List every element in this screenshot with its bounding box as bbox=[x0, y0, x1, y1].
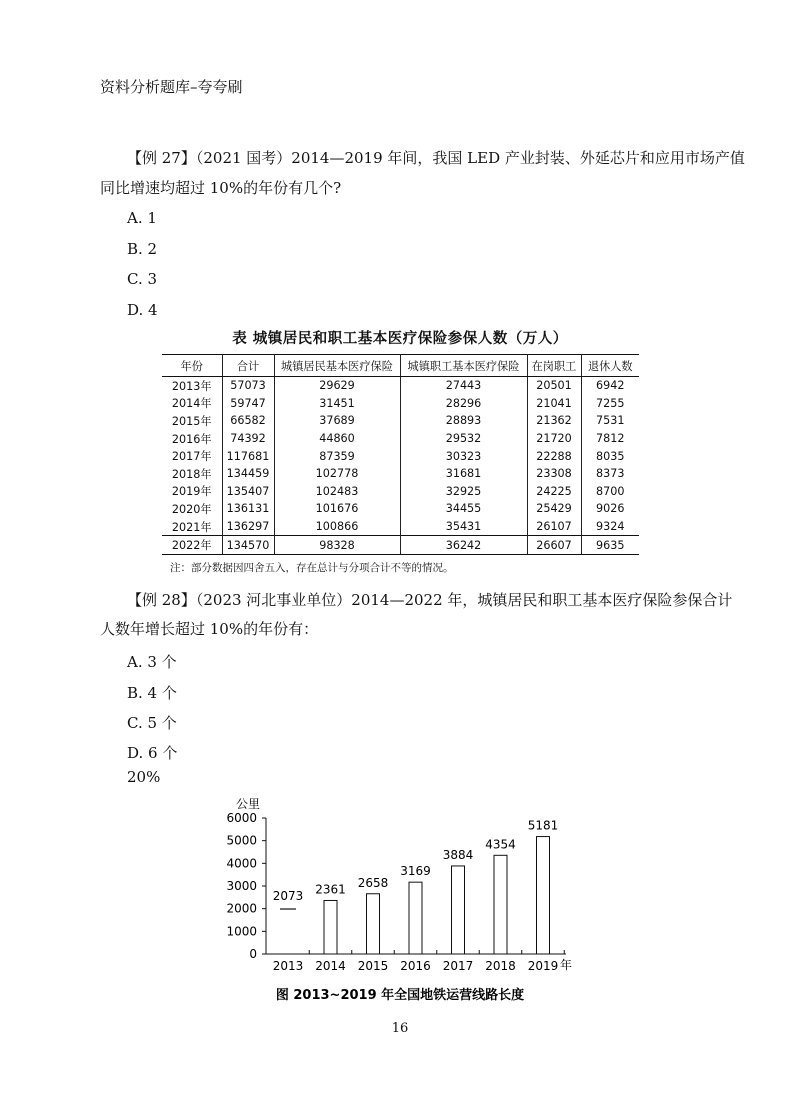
cell-retired: 7812 bbox=[581, 430, 639, 448]
cell-employee: 36242 bbox=[400, 536, 527, 555]
cell-year: 2020年 bbox=[162, 500, 222, 518]
q27-option-a: A. 1 bbox=[127, 209, 157, 227]
q27-option-c: C. 3 bbox=[127, 270, 158, 288]
cell-employee: 29532 bbox=[400, 430, 527, 448]
x-tick-label: 2016 bbox=[400, 959, 431, 973]
cell-year: 2018年 bbox=[162, 465, 222, 483]
bar-2019 bbox=[537, 837, 550, 954]
q27-text-line1: 【例 27】（2021 国考）2014—2019 年间，我国 LED 产业封装、外延芯片和应用市场产值 bbox=[127, 149, 745, 167]
cell-total: 74392 bbox=[222, 430, 274, 448]
q27-text-line2: 同比增速均超过 10%的年份有几个? bbox=[100, 179, 342, 197]
cell-employee: 35431 bbox=[400, 518, 527, 536]
bar-value-label: 3884 bbox=[442, 847, 474, 862]
cell-resident: 37689 bbox=[274, 412, 400, 430]
q28-text-line2: 人数年增长超过 10%的年份有： bbox=[100, 620, 319, 638]
cell-retired: 9026 bbox=[581, 500, 639, 518]
cell-year: 2022年 bbox=[162, 536, 222, 555]
page-number: 16 bbox=[391, 1021, 409, 1036]
y-tick-label: 4000 bbox=[226, 856, 257, 871]
cell-active: 22288 bbox=[527, 447, 581, 465]
header-employee-insurance: 城镇职工基本医疗保险 bbox=[400, 355, 527, 377]
y-tick-label: 2000 bbox=[226, 901, 257, 916]
cell-year: 2021年 bbox=[162, 518, 222, 536]
cell-retired: 9324 bbox=[581, 518, 639, 536]
cell-resident: 29629 bbox=[274, 377, 400, 395]
cell-active: 21362 bbox=[527, 412, 581, 430]
bar-2015 bbox=[367, 894, 380, 954]
cell-employee: 27443 bbox=[400, 377, 527, 395]
cell-year: 2016年 bbox=[162, 430, 222, 448]
cell-resident: 101676 bbox=[274, 500, 400, 518]
x-tick-label: 2013 bbox=[272, 959, 304, 973]
bar-2014 bbox=[324, 900, 337, 954]
cell-total: 136297 bbox=[222, 518, 274, 536]
x-tick-label: 2015 bbox=[357, 959, 389, 973]
x-axis-unit: 年 bbox=[559, 958, 573, 972]
cell-total: 117681 bbox=[222, 447, 274, 465]
header-resident-insurance: 城镇居民基本医疗保险 bbox=[274, 355, 400, 377]
header-total: 合计 bbox=[222, 355, 274, 377]
header-retirees: 退休人数 bbox=[581, 355, 639, 377]
cell-retired: 9635 bbox=[581, 536, 639, 555]
chart-title: 图 2013~2019 年全国地铁运营线路长度 bbox=[275, 988, 525, 1003]
cell-active: 24225 bbox=[527, 483, 581, 501]
cell-year: 2019年 bbox=[162, 483, 222, 501]
cell-year: 2017年 bbox=[162, 447, 222, 465]
cell-resident: 102778 bbox=[274, 465, 400, 483]
q27-option-b: B. 2 bbox=[127, 240, 158, 258]
cell-total: 66582 bbox=[222, 412, 274, 430]
q27-option-d: D. 4 bbox=[127, 301, 158, 319]
cell-retired: 8373 bbox=[581, 465, 639, 483]
q28-option-a: A. 3 个 bbox=[127, 653, 177, 671]
bar-value-label: 2658 bbox=[357, 875, 389, 890]
cell-resident: 100866 bbox=[274, 518, 400, 536]
cell-total: 134459 bbox=[222, 465, 274, 483]
cell-active: 23308 bbox=[527, 465, 581, 483]
cell-total: 59747 bbox=[222, 395, 274, 413]
cell-year: 2015年 bbox=[162, 412, 222, 430]
cell-resident: 102483 bbox=[274, 483, 400, 501]
y-tick-label: 0 bbox=[249, 947, 257, 961]
bar-2017 bbox=[452, 866, 465, 954]
table-title: 表 城镇居民和职工基本医疗保险参保人数（万人） bbox=[232, 331, 568, 347]
cell-employee: 30323 bbox=[400, 447, 527, 465]
cell-active: 26607 bbox=[527, 536, 581, 555]
cell-employee: 32925 bbox=[400, 483, 527, 501]
q28-option-d: D. 6 个 bbox=[127, 744, 178, 762]
page-header: 资料分析题库–夸夸刷 bbox=[100, 78, 243, 96]
bar-value-label: 4354 bbox=[485, 837, 516, 852]
y-tick-label: 3000 bbox=[226, 879, 257, 893]
cell-retired: 7255 bbox=[581, 395, 639, 413]
cell-active: 21720 bbox=[527, 430, 581, 448]
cell-active: 25429 bbox=[527, 500, 581, 518]
cell-employee: 31681 bbox=[400, 465, 527, 483]
cell-employee: 28893 bbox=[400, 412, 527, 430]
y-tick-label: 1000 bbox=[226, 924, 257, 939]
cell-active: 21041 bbox=[527, 395, 581, 413]
cell-retired: 8035 bbox=[581, 447, 639, 465]
q28-text-line1: 【例 28】（2023 河北事业单位）2014—2022 年，城镇居民和职工基本医疗保险参保合计 bbox=[127, 591, 733, 609]
cell-retired: 8700 bbox=[581, 483, 639, 501]
cell-resident: 31451 bbox=[274, 395, 400, 413]
bar-value-label: 3169 bbox=[400, 864, 431, 879]
cell-active: 26107 bbox=[527, 518, 581, 536]
cell-resident: 87359 bbox=[274, 447, 400, 465]
cell-year: 2013年 bbox=[162, 377, 222, 395]
x-tick-label: 2017 bbox=[442, 959, 474, 973]
y-tick-label: 6000 bbox=[226, 811, 257, 825]
cell-total: 134570 bbox=[222, 536, 274, 555]
cell-employee: 34455 bbox=[400, 500, 527, 518]
q28-option-b: B. 4 个 bbox=[127, 684, 177, 702]
cell-active: 20501 bbox=[527, 377, 581, 395]
x-tick-label: 2018 bbox=[485, 959, 516, 973]
x-tick-label: 2014 bbox=[315, 959, 346, 973]
bar-value-label: 5181 bbox=[527, 818, 559, 833]
cell-resident: 98328 bbox=[274, 536, 400, 555]
q28-option-c: C. 5 个 bbox=[127, 714, 177, 732]
table-note: 注：部分数据因四舍五入，存在总计与分项合计不等的情况。 bbox=[170, 562, 454, 574]
cell-retired: 6942 bbox=[581, 377, 639, 395]
cell-total: 135407 bbox=[222, 483, 274, 501]
y-axis-unit: 公里 bbox=[235, 797, 261, 811]
cell-total: 136131 bbox=[222, 500, 274, 518]
header-year: 年份 bbox=[162, 355, 222, 377]
bar-value-label: 2073 bbox=[272, 889, 304, 904]
y-tick-label: 5000 bbox=[226, 833, 257, 848]
cell-employee: 28296 bbox=[400, 395, 527, 413]
y-ticks bbox=[226, 811, 266, 961]
cell-resident: 44860 bbox=[274, 430, 400, 448]
cell-total: 57073 bbox=[222, 377, 274, 395]
percent-label: 20% bbox=[127, 768, 161, 786]
header-active-employees: 在岗职工 bbox=[527, 355, 581, 377]
bar-value-label: 2361 bbox=[315, 882, 346, 897]
x-tick-label: 2019 bbox=[527, 959, 559, 973]
bar-2016 bbox=[409, 882, 422, 954]
cell-year: 2014年 bbox=[162, 395, 222, 413]
bar-2018 bbox=[494, 855, 507, 954]
cell-retired: 7531 bbox=[581, 412, 639, 430]
